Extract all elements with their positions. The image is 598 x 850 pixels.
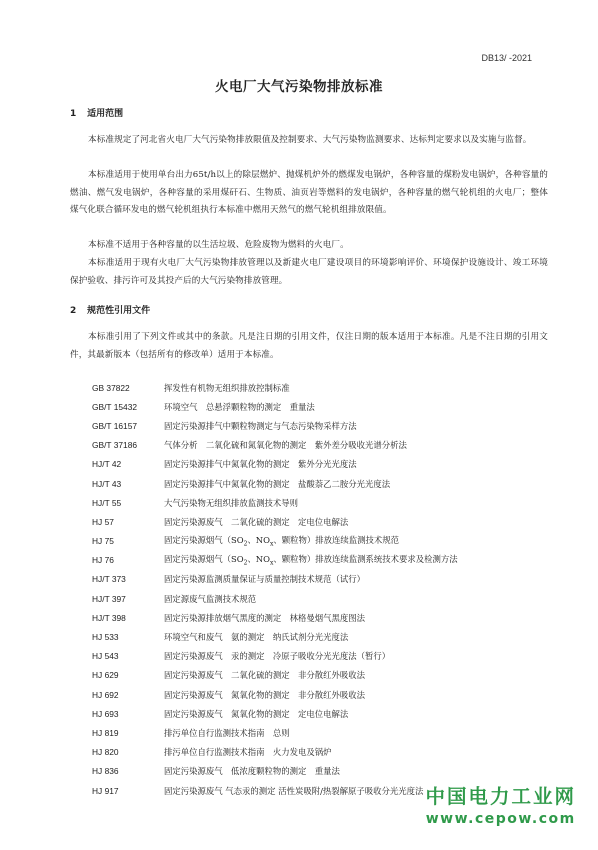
reference-row — [70, 762, 550, 781]
reference-code: GB 37822 — [92, 382, 130, 393]
reference-row — [70, 493, 550, 512]
reference-row — [70, 589, 550, 608]
reference-code: HJ 693 — [92, 708, 119, 719]
section-2-title: 规范性引用文件 — [87, 306, 151, 316]
reference-row — [70, 416, 550, 435]
reference-row — [70, 685, 550, 704]
section-1-paragraph-3: 本标准不适用于各种容量的以生活垃圾、危险废物为燃料的火电厂。 — [88, 240, 349, 250]
reference-row — [70, 743, 550, 762]
reference-row — [70, 627, 550, 646]
reference-row — [70, 378, 550, 397]
reference-title: 固定污染源废气 低浓度颗粒物的测定 重量法 — [164, 766, 340, 777]
reference-code: HJ 76 — [92, 555, 114, 566]
reference-code: HJ/T 43 — [92, 478, 122, 489]
reference-row — [70, 704, 550, 723]
reference-title: 固定污染源排气中氮氧化物的测定 紫外分光光度法 — [164, 459, 357, 470]
reference-code: HJ 820 — [92, 747, 119, 758]
reference-title: 固定源废气监测技术规范 — [164, 593, 257, 604]
reference-title: 固定污染源排气中颗粒物测定与气态污染物采样方法 — [164, 420, 357, 431]
document-code: DB13/ -2021 — [481, 53, 532, 63]
reference-title: 大气污染物无组织排放监测技术导则 — [164, 497, 298, 508]
section-1-paragraph-4: 本标准适用于现有火电厂大气污染物排放管理以及新建火电厂建设项目的环境影响评价、环境保护设施设计、竣工环境保护验收、排污许可及其投产后的大气污染物排放管理。 — [70, 258, 548, 286]
section-2-intro: 本标准引用了下列文件或其中的条款。凡是注日期的引用文件，仅注日期的版本适用于本标准。凡是不注日期的引用文件，其最新版本（包括所有的修改单）适用于本标准。 — [70, 332, 548, 360]
reference-title: 固定污染源排放烟气黑度的测定 林格曼烟气黑度图法 — [164, 612, 365, 623]
reference-code: GB/T 37186 — [92, 440, 138, 451]
watermark-url: www.cepow.com — [425, 811, 576, 827]
reference-row — [70, 436, 550, 455]
section-1-paragraph-2: 本标准适用于使用单台出力65t/h以上的除层燃炉、抛煤机炉外的燃煤发电锅炉，各种容量的煤粉发电锅炉，各种容量的燃油、燃气发电锅炉，各种容量的采用煤矸石、生物质、油页岩等燃料的发电锅炉，各种容量的燃气轮机组的火电厂；整体煤气化联合循环发电的燃气轮机组执行本标准中燃用天然气的燃气轮机组排放限值。 — [70, 170, 548, 216]
section-1-title: 适用范围 — [87, 109, 124, 119]
reference-code: HJ 533 — [92, 632, 119, 643]
reference-code: HJ 75 — [92, 536, 114, 547]
reference-title: 固定污染源监测质量保证与质量控制技术规范（试行） — [164, 574, 365, 585]
reference-title: 固定污染源烟气（$SO_2$、$NO_x$、颗粒物）排放连续监测系统技术要求及检测方法 — [164, 554, 458, 568]
reference-title: 固定污染源废气 二氧化硫的测定 非分散红外吸收法 — [164, 670, 365, 681]
normative-reference-list — [70, 378, 550, 800]
reference-code: HJ 692 — [92, 689, 119, 700]
reference-code: HJ/T 397 — [92, 593, 126, 604]
reference-row — [70, 647, 550, 666]
reference-row — [70, 474, 550, 493]
document-title: 火电厂大气污染物排放标准 — [215, 79, 383, 95]
reference-row — [70, 551, 550, 570]
section-1-number: 1 — [70, 109, 77, 119]
reference-row — [70, 723, 550, 742]
reference-code: HJ/T 398 — [92, 612, 126, 623]
reference-code: GB/T 16157 — [92, 420, 138, 431]
section-1-heading — [70, 106, 123, 119]
reference-title: 排污单位自行监测技术指南 总则 — [164, 727, 290, 738]
reference-title: 固定污染源废气 汞的测定 冷原子吸收分光光度法（暂行） — [164, 651, 391, 662]
reference-title: 排污单位自行监测技术指南 火力发电及锅炉 — [164, 747, 332, 758]
reference-row — [70, 570, 550, 589]
reference-code: HJ 629 — [92, 670, 119, 681]
reference-title: 固定污染源烟气（$SO_2$、$NO_x$、颗粒物）排放连续监测技术规范 — [164, 535, 400, 548]
reference-code: HJ/T 42 — [92, 459, 122, 470]
reference-code: HJ 917 — [92, 785, 119, 796]
section-1-paragraph-1: 本标准规定了河北省火电厂大气污染物排放限值及控制要求、大气污染物监测要求、达标判定要求以及实施与监督。 — [88, 135, 532, 145]
reference-title: 固定污染源废气 氮氧化物的测定 非分散红外吸收法 — [164, 689, 365, 700]
reference-code: GB/T 15432 — [92, 401, 138, 412]
reference-code: HJ/T 55 — [92, 497, 122, 508]
reference-title: 环境空气和废气 氨的测定 纳氏试剂分光光度法 — [164, 632, 349, 643]
reference-row — [70, 608, 550, 627]
reference-row — [70, 512, 550, 531]
reference-title: 固定污染源废气 二氧化硫的测定 定电位电解法 — [164, 516, 349, 527]
section-2-number: 2 — [70, 306, 77, 316]
reference-row — [70, 455, 550, 474]
reference-title: 固定污染源废气 氮氧化物的测定 定电位电解法 — [164, 708, 349, 719]
reference-row — [70, 532, 550, 551]
reference-title: 气体分析 二氧化硫和氮氧化物的测定 紫外差分吸收光谱分析法 — [164, 440, 407, 451]
reference-title: 固定污染源排气中氮氧化物的测定 盐酸萘乙二胺分光光度法 — [164, 478, 391, 489]
reference-row — [70, 397, 550, 416]
reference-title: 挥发性有机物无组织排放控制标准 — [164, 382, 290, 393]
reference-code: HJ 57 — [92, 516, 114, 527]
section-2-heading — [70, 303, 150, 316]
reference-code: HJ 819 — [92, 727, 119, 738]
reference-row — [70, 666, 550, 685]
watermark-chinese-name: 中国电力工业网 — [425, 785, 576, 808]
reference-title: 环境空气 总悬浮颗粒物的测定 重量法 — [164, 401, 315, 412]
site-watermark — [425, 781, 576, 827]
reference-code: HJ 836 — [92, 766, 119, 777]
reference-code: HJ 543 — [92, 651, 119, 662]
reference-title: 固定污染源废气 气态汞的测定 活性炭吸附/热裂解原子吸收分光光度法 — [164, 785, 424, 796]
reference-code: HJ/T 373 — [92, 574, 126, 585]
